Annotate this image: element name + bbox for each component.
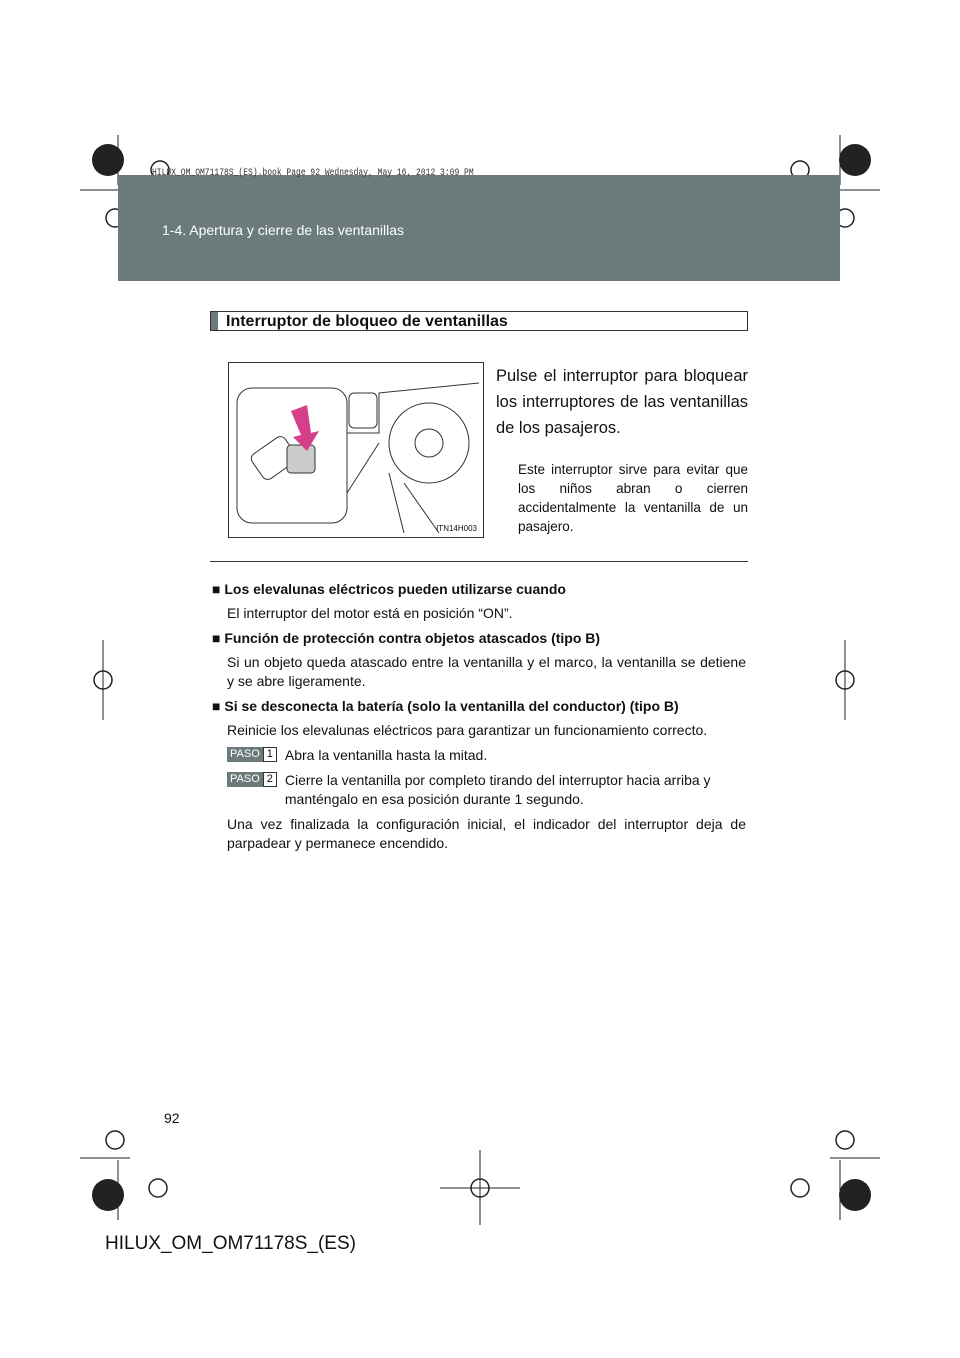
item-text: Reinicie los elevalunas eléctricos para garantizar un funcionamiento correcto. xyxy=(227,722,708,738)
illustration-window-lock-switch xyxy=(228,362,484,538)
chapter-title: 1-4. Apertura y cierre de las ventanillas xyxy=(162,222,405,238)
intro-text: Pulse el interruptor para bloquear los interruptores de las ventanillas de los pasajeros. xyxy=(496,367,748,437)
item-text: Si un objeto queda atascado entre la ventanilla y el marco, la ventanilla se detiene y se abre ligeramente. xyxy=(227,654,746,689)
divider xyxy=(210,561,748,562)
step-text: Cierre la ventanilla por completo tirando del interruptor hacia arriba y manténgalo en esa posición durante 1 segundo. xyxy=(284,772,711,807)
page-number: 92 xyxy=(164,1110,180,1126)
item-text: El interruptor del motor está en posición “ON”. xyxy=(227,605,513,621)
note-text: Este interruptor sirve para evitar que los niños abran o cierren accidentalmente la ventanilla de un pasajero. xyxy=(518,462,748,534)
item-heading: ■ Función de protección contra objetos atascados (tipo B) xyxy=(212,629,746,648)
step-2 xyxy=(227,771,746,809)
step-label: PASO xyxy=(227,772,263,787)
notes-body xyxy=(212,580,746,859)
book-info-line: HILUX_OM_OM71178S_(ES).book Page 92 Wednesday, May 16, 2012 3:09 PM xyxy=(152,168,474,179)
step-number: 2 xyxy=(263,772,277,787)
item-heading: ■ Si se desconecta la batería (solo la ventanilla del conductor) (tipo B) xyxy=(212,697,746,716)
step-text: Abra la ventanilla hasta la mitad. xyxy=(284,747,488,763)
figure-code: ITN14H003 xyxy=(436,524,477,533)
step-badge xyxy=(227,747,277,762)
section-title: Interruptor de bloqueo de ventanillas xyxy=(226,313,508,330)
step-badge xyxy=(227,772,277,787)
footer-code: HILUX_OM_OM71178S_(ES) xyxy=(105,1233,356,1254)
section-heading xyxy=(210,311,748,331)
item-heading: ■ Los elevalunas eléctricos pueden utilizarse cuando xyxy=(212,580,746,599)
closing-text: Una vez finalizada la configuración inicial, el indicador del interruptor deja de parpadear y permanece encendido. xyxy=(227,816,746,851)
step-1 xyxy=(227,746,746,765)
step-number: 1 xyxy=(263,747,277,762)
step-label: PASO xyxy=(227,747,263,762)
door-switch-illustration xyxy=(229,363,483,537)
